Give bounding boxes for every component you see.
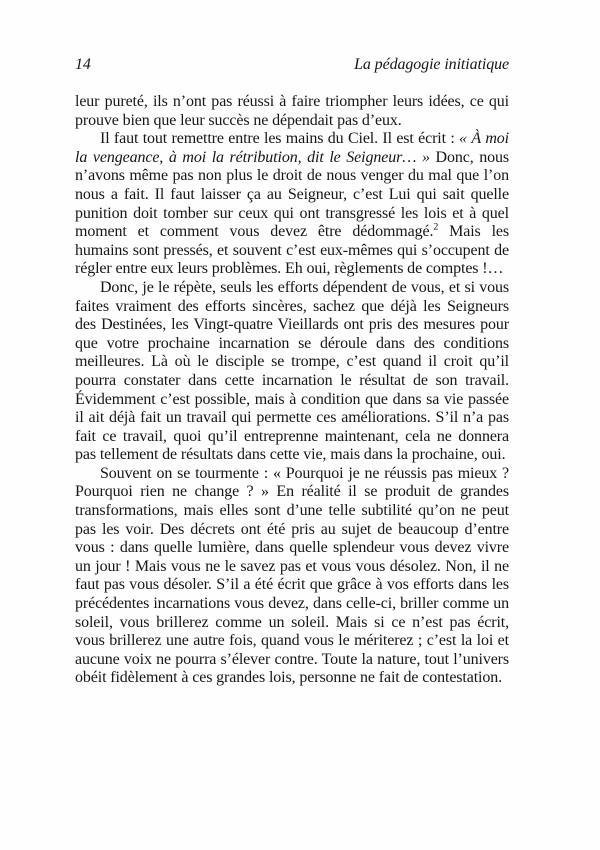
page-header: [75, 56, 509, 74]
text-segment: Il faut tout remettre entre les mains du Ciel. Il est écrit :: [100, 130, 460, 148]
footnote-reference: 2: [433, 221, 439, 233]
paragraph: [75, 130, 509, 279]
paragraph: [75, 93, 509, 130]
page-number: 14: [75, 56, 91, 73]
text-segment: Souvent on se tourmente : « Pourquoi je ne réussis pas mieux ? Pourquoi rien ne change ? » En réalité il se produit de grandes transformations, mais elles sont d’une telle subtilité qu’on ne peut pas les voir. Des décrets ont été pris au sujet de beaucoup d’entre vous : dans quelle lumière, dans quelle splendeur vous devez vivre un jour ! Mais vous ne le savez pas et vous vous désolez. Non, il ne faut pas vous désoler. S’il a été écrit que grâce à vos efforts dans les précédentes incarnations vous devez, dans celle-ci, briller comme un soleil, vous brillerez comme un soleil. Mais si ce n’est pas écrit, vous brillerez une autre fois, quand vous le mériterez ; c’est la loi et aucune voix ne pourra s’élever contre. Toute la nature, tout l’univers obéit fidèlement à ces grandes lois, personne ne fait de contestation.: [75, 464, 509, 687]
text-segment: Donc, nous n’avons même pas non plus le droit de nous venger du mal que l’on nous a fait. Il faut laisser ça au Seigneur, c’est Lui qui sait quelle punition doit tomber sur ceux qui ont transgressé les lois et à quel moment et comment vous devez être dédommagé.: [75, 148, 509, 241]
text-segment: Mais les humains sont pressés, et souvent c’est eux-mêmes qui s’occupent de régler entre eux leurs problèmes. Eh oui, règlements de comptes !…: [75, 223, 509, 278]
paragraph: [75, 465, 509, 688]
quote-text-segment: « À moi la vengeance, à moi la rétribution, dit le Seigneur… »: [75, 130, 509, 166]
running-title: La pédagogie initiatique: [354, 56, 509, 73]
text-segment: leur pureté, ils n’ont pas réussi à faire triompher leurs idées, ce qui prouve bien que leur succès ne dépendait pas d’eux.: [75, 93, 509, 129]
page-body: [75, 93, 509, 688]
paragraph: [75, 279, 509, 465]
text-segment: Donc, je le répète, seuls les efforts dépendent de vous, et si vous faites vraiment des efforts sincères, sachez que déjà les Seigneurs des Destinées, les Vingt-quatre Vieillards ont pris des mesures pour que votre prochaine incarnation se déroule dans des conditions meilleures. Là où le disciple se trompe, c’est quand il croit qu’il pourra constater dans cette incarnation le résultat de son travail. Évidemment c’est possible, mais à condition que dans sa vie passée il ait déjà fait un travail qui permette ces améliorations. S’il n’a pas fait ce travail, quoi qu’il entreprenne maintenant, cela ne donnera pas tellement de résultats dans cette vie, mais dans la prochaine, oui.: [75, 278, 509, 464]
